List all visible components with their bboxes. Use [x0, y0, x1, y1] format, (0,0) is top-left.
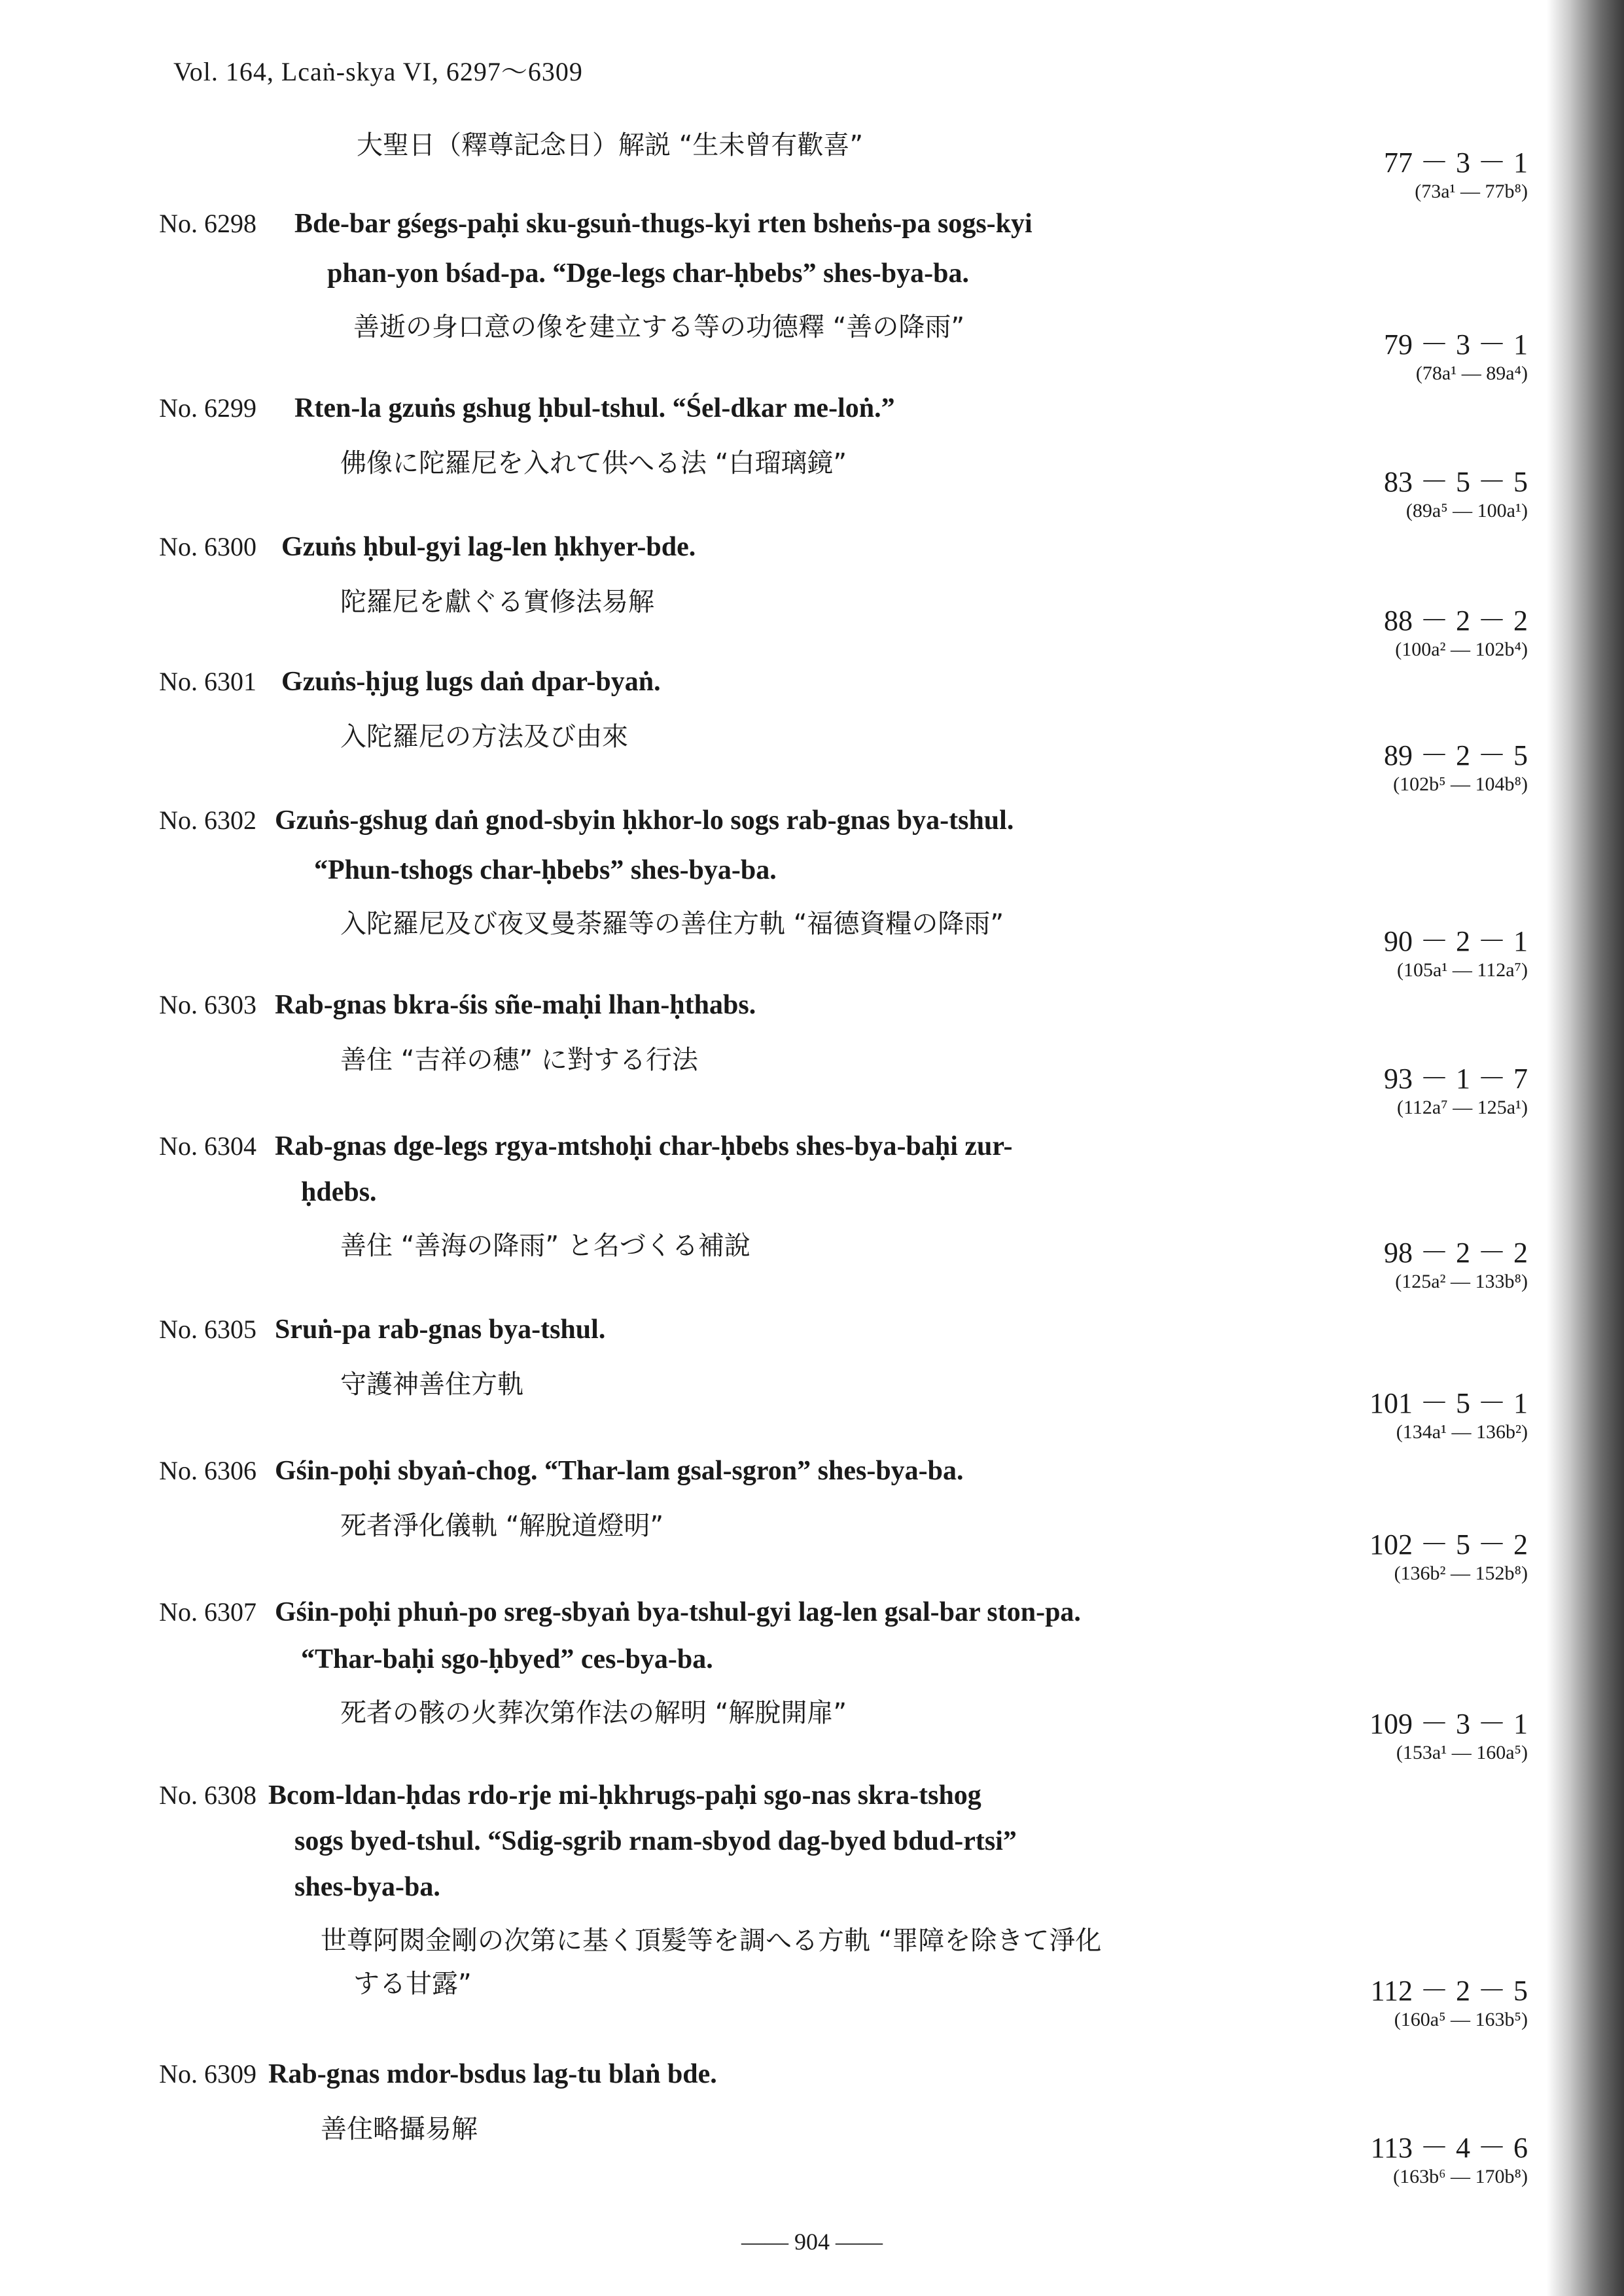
entry-6308 — [0, 1780, 1557, 2055]
entry-title-line: Rab-gnas bkra-śis sñe-maḥi lhan-ḥthabs. — [275, 990, 756, 1020]
entry-6302 — [0, 805, 1557, 1001]
entry-title-line: ḥdebs. — [301, 1177, 377, 1207]
entry-title-line: Gzuṅs-ḥjug lugs daṅ dpar-byaṅ. — [281, 667, 661, 697]
entry-japanese: 守護神善住方軌 — [340, 1369, 523, 1400]
entry-6298 — [0, 208, 1557, 404]
entry-6300 — [0, 531, 1557, 662]
entry-number: No. 6308 — [159, 1780, 256, 1810]
entry-japanese: 入陀羅尼の方法及び由來 — [340, 722, 628, 752]
entry-folio-range: (105a¹ — 112a⁷) — [1397, 959, 1528, 981]
entry-title-line: Rab-gnas dge-legs rgya-mtshoḥi char-ḥbebs shes-bya-baḥi zur- — [275, 1131, 1013, 1161]
entry-folio-range: (78a¹ — 89a⁴) — [1415, 362, 1528, 384]
entry-japanese: 陀羅尼を獻ぐる實修法易解 — [340, 587, 654, 617]
entry-page-ref: 102 － 5 － 2 — [1369, 1528, 1528, 1561]
entry-folio-range: (89a⁵ — 100a¹) — [1405, 500, 1528, 521]
entry-japanese: 死者淨化儀軌 “解脫道燈明” — [340, 1511, 664, 1541]
entry-japanese-continued: する甘露” — [353, 1969, 472, 1999]
entry-title-line: phan-yon bśad-pa. “Dge-legs char-ḥbebs” shes-bya-ba. — [327, 258, 969, 289]
entry-folio-range: (102b⁵ — 104b⁸) — [1393, 773, 1528, 795]
entry-page-ref: 77 － 3 － 1 — [1384, 147, 1528, 179]
entry-folio-range: (163b⁶ — 170b⁸) — [1393, 2166, 1528, 2187]
entry-title-line: shes-bya-ba. — [294, 1872, 440, 1902]
entry-number: No. 6309 — [159, 2059, 256, 2089]
entry-title-line: “Phun-tshogs char-ḥbebs” shes-bya-ba. — [314, 855, 777, 885]
entry-number: No. 6305 — [159, 1315, 256, 1344]
entry-title-line: “Thar-baḥi sgo-ḥbyed” ces-bya-ba. — [301, 1644, 713, 1674]
entry-title-line: Gzuṅs ḥbul-gyi lag-len ḥkhyer-bde. — [281, 532, 696, 562]
entry-folio-range: (136b² — 152b⁸) — [1394, 1563, 1528, 1584]
entry-folio-range: (160a⁵ — 163b⁵) — [1394, 2009, 1528, 2030]
entry-number: No. 6300 — [159, 532, 256, 561]
entry-title-line: Gzuṅs-gshug daṅ gnod-sbyin ḥkhor-lo sogs rab-gnas bya-tshul. — [275, 805, 1014, 836]
entry-folio-range: (112a⁷ — 125a¹) — [1397, 1097, 1528, 1118]
entry-6297 — [0, 119, 1557, 211]
entry-japanese: 善逝の身口意の像を建立する等の功德釋 “善の降雨” — [353, 312, 965, 342]
entry-number: No. 6303 — [159, 990, 256, 1019]
entry-title-line: sogs byed-tshul. “Sdig-sgrib rnam-sbyod dag-byed bdud-rtsi” — [294, 1826, 1017, 1856]
entry-page-ref: 79 － 3 － 1 — [1384, 328, 1528, 361]
entry-number: No. 6307 — [159, 1597, 256, 1627]
entry-japanese: 善住 “善海の降雨” と名づくる補說 — [340, 1231, 750, 1261]
entry-number: No. 6302 — [159, 805, 256, 835]
entry-japanese: 入陀羅尼及び夜叉曼荼羅等の善住方軌 “福德資糧の降雨” — [340, 909, 1004, 939]
entry-title-line: Rten-la gzuṅs gshug ḥbul-tshul. “Śel-dkar me-loṅ.” — [294, 393, 895, 423]
entry-folio-range: (125a² — 133b⁸) — [1395, 1271, 1528, 1292]
entry-page-ref: 89 － 2 － 5 — [1384, 739, 1528, 771]
entry-page-ref: 98 － 2 － 2 — [1384, 1237, 1528, 1269]
entry-6303 — [0, 989, 1557, 1120]
entry-japanese: 善住 “吉祥の穗” に對する行法 — [340, 1045, 698, 1075]
entry-6304 — [0, 1131, 1557, 1314]
entry-page-ref: 83 － 5 － 5 — [1384, 466, 1528, 498]
entry-japanese: 大聖日（釋尊記念日）解説 “生未曾有歡喜” — [357, 130, 864, 160]
entry-number: No. 6306 — [159, 1456, 256, 1485]
entry-folio-range: (153a¹ — 160a⁵) — [1396, 1742, 1528, 1763]
entry-6307 — [0, 1597, 1557, 1780]
entry-page-ref: 90 － 2 － 1 — [1384, 925, 1528, 957]
entry-title-line: Rab-gnas mdor-bsdus lag-tu blaṅ bde. — [268, 2059, 717, 2089]
entry-title-line: Sruṅ-pa rab-gnas bya-tshul. — [275, 1315, 606, 1345]
page-number: —— 904 —— — [741, 2229, 883, 2255]
page-edge-shadow — [1547, 0, 1624, 2296]
entry-folio-range: (73a¹ — 77b⁸) — [1415, 181, 1528, 202]
entry-page-ref: 88 － 2 － 2 — [1384, 605, 1528, 637]
entry-japanese: 死者の骸の火葬次第作法の解明 “解脫開扉” — [340, 1698, 847, 1728]
entry-title-line: Bcom-ldan-ḥdas rdo-rje mi-ḥkhrugs-paḥi sgo-nas skra-tshog — [268, 1780, 981, 1810]
entry-6305 — [0, 1314, 1557, 1445]
entry-page-ref: 113 － 4 － 6 — [1370, 2132, 1528, 2164]
entry-folio-range: (134a¹ — 136b²) — [1396, 1421, 1528, 1443]
entry-japanese: 世尊阿閦金剛の次第に基く頂髮等を調へる方軌 “罪障を除きて淨化 — [321, 1926, 1102, 1956]
entry-number: No. 6304 — [159, 1131, 256, 1161]
entry-page-ref: 112 － 2 － 5 — [1370, 1975, 1528, 2007]
entry-folio-range: (100a² — 102b⁴) — [1395, 639, 1528, 660]
entry-number: No. 6298 — [159, 209, 256, 238]
entry-title-line: Gśin-poḥi phuṅ-po sreg-sbyaṅ bya-tshul-gyi lag-len gsal-bar ston-pa. — [275, 1597, 1081, 1627]
entry-japanese: 佛像に陀羅尼を入れて供へる法 “白瑠璃鏡” — [340, 448, 847, 478]
entry-title-line: Gśin-poḥi sbyaṅ-chog. “Thar-lam gsal-sgron” shes-bya-ba. — [275, 1456, 964, 1486]
entry-number: No. 6301 — [159, 667, 256, 696]
entry-title-line: Bde-bar gśegs-paḥi sku-gsuṅ-thugs-kyi rten bsheṅs-pa sogs-kyi — [294, 209, 1033, 239]
entry-page-ref: 109 － 3 － 1 — [1369, 1708, 1528, 1740]
entry-page-ref: 101 － 5 － 1 — [1369, 1387, 1528, 1419]
running-header: Vol. 164, Lcaṅ-skya VI, 6297～6309 — [173, 57, 583, 86]
entry-6309 — [0, 2058, 1557, 2209]
entry-6301 — [0, 666, 1557, 797]
entry-page-ref: 93 － 1 － 7 — [1384, 1063, 1528, 1095]
entry-japanese: 善住略攝易解 — [321, 2114, 478, 2144]
entry-6306 — [0, 1455, 1557, 1586]
entry-number: No. 6299 — [159, 393, 256, 423]
entry-6299 — [0, 393, 1557, 523]
